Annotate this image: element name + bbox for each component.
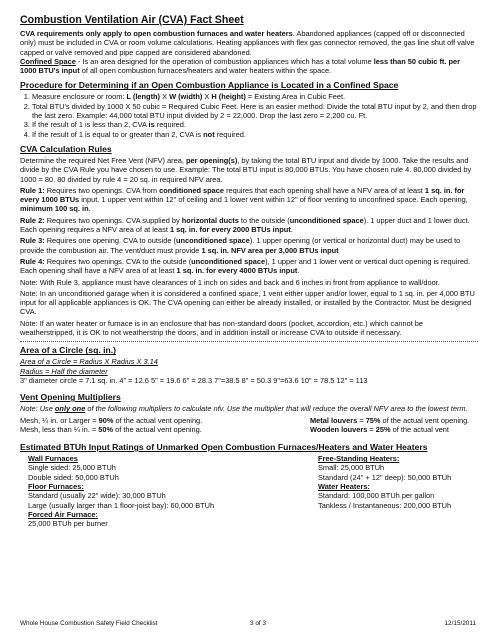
mesh-multipliers: Mesh, ¼ in. or Larger = 90% of the actual vent opening. Mesh, less than ¼ in. = 50% of the actual vent opening. <box>20 415 203 434</box>
footer-page-number: 3 of 3 <box>250 620 266 627</box>
circle-values: 3" diameter circle = 7.1 sq. in. 4" = 12.6 5" = 19.6 6" = 28.3 7"=38.5 8" = 50.3 9"=63.6 10" = 78.5 12" = 113 <box>20 375 368 385</box>
btuh-rating: Standard (usually 22" wide): 30,000 BTUh <box>28 491 166 501</box>
btuh-rating: Standard (24" + 12" deep): 50,000 BTUh <box>318 472 452 482</box>
procedure-step: 1. Measure enclosure or room: L (length) X W (width) X H (height) = Existing Area in Cubic Feet. <box>32 92 478 101</box>
procedure-list <box>20 92 478 138</box>
btuh-rating: Single sided: 25,000 BTUh <box>28 463 116 473</box>
rule-1: Rule 1: Requires two openings. CVA from conditioned space requires that each opening shall have a NFV area of at least 1 sq. in. for every 1000 BTUs input. 1 upper vent within 12" of ceiling and 1 lower vent within 12" of floor venting to unconfined space. Each opening, minimum 100 sq. in. <box>20 185 468 214</box>
circle-formula-area: Area of a Circle = Radius X Radius X 3.14 <box>20 357 158 367</box>
footer-date: 12/15/2011 <box>444 620 476 627</box>
cva-rules-intro: Determine the required Net Free Vent (NFV) area, per opening(s), by taking the total BTU input and divide by 1000. Take the results and divide by the CVA Rule you have chosen to use. Example: The total BTU input is 80,000 BTUs. You have chosen rule 4. 80,000 divided by 1000 = 80. 80 divided by rule 4 = 20 sq. in required NFV area. <box>20 155 472 184</box>
btuh-ratings <box>20 454 478 528</box>
btuh-rating: Tankless / Instantaneous: 200,000 BTUh <box>318 500 452 510</box>
page-footer <box>20 620 476 627</box>
vent-heading: Vent Opening Multipliers <box>20 392 121 403</box>
btuh-heading: Estimated BTUh Input Ratings of Unmarked Open Combustion Furnaces/Heaters and Water Heaters <box>20 442 428 453</box>
page-title: Combustion Ventilation Air (CVA) Fact Sheet <box>20 14 244 26</box>
vent-note: Note: Use only one of the following multipliers to calculate nfv. Use the multiplier that will reduce the overall NFV area to the lowest term. <box>20 404 468 414</box>
btuh-rating: Small: 25,000 BTUh <box>318 463 385 473</box>
procedure-heading: Procedure for Determining if an Open Combustion Appliance is Located in a Confined Space <box>20 80 399 91</box>
btuh-category: Water Heaters: <box>318 481 370 491</box>
cva-rules-heading: CVA Calculation Rules <box>20 143 112 154</box>
multipliers <box>20 416 478 435</box>
btuh-category: Forced Air Furnace: <box>28 509 98 519</box>
btuh-rating: Large (usually larger than 1 floor-joist bay): 60,000 BTUh <box>28 500 215 510</box>
btuh-category: Wall Furnaces <box>28 454 78 464</box>
procedure-step: 4. If the result of 1 is equal to or greater than 2, CVA is not required. <box>32 130 478 139</box>
note-enclosure: Note: If an water heater or furnace is in an enclosure that has non-standard doors (pocket, accordion, etc.) which cannot be weatherstripped, it is OK to not weatherstrip the doors, and in addition install or increase CVA to outside if necessary. <box>20 318 424 338</box>
btuh-left-column <box>20 454 318 528</box>
btuh-right-column <box>318 454 478 528</box>
rule-3: Rule 3: Requires one opening. CVA to outside (unconditioned space). 1 upper opening (or vertical or horizontal duct) may be used to provide the combustion air. The vent/duct must provide 1 sq. in. NFV area per 3,000 BTUs input <box>20 236 461 255</box>
procedure-step: 3. If the result of 1 is less than 2, CVA is required. <box>32 120 478 129</box>
divider <box>20 341 478 342</box>
btuh-rating: Standard: 100,000 BTUh per gallon <box>318 491 435 501</box>
btuh-category: Free-Standing Heaters: <box>318 454 400 464</box>
note-rule-3: Note: With Rule 3, appliance must have clearances of 1 inch on sides and back and 6 inches in front from appliance to wall/door. <box>20 277 440 287</box>
requirements-paragraph: CVA requirements only apply to open combustion furnaces and water heaters. Abandoned appliances (capped off or disconnected only) must be included in CVA or room volume calculations. Heating appliances with flex gas connector removed, the gas line shut off valve capped or valve removed and pipe capped are considered abandoned. <box>20 29 475 57</box>
rule-2: Rule 2: Requires two openings. CVA supplied by horizontal ducts to the outside (unconditioned space). 1 upper duct and 1 lower duct. Each opening requires a NFV area of at least 1 sq. in. for every 2000 BTUs input. <box>20 215 470 235</box>
rule-4: Rule 4: Requires two openings. CVA to the outside (unconditioned space), 1 upper and 1 lower vent or vertical duct opening is required. Each opening shall have a NFV area of at least 1 sq. in. for every 4000 BTUs input. <box>20 256 471 276</box>
fact-sheet-page <box>20 12 478 528</box>
btuh-rating: 25,000 BTUh per burner <box>28 519 108 529</box>
btuh-category: Floor Furnaces: <box>28 481 84 491</box>
louver-multipliers: Metal louvers = 75% of the actual vent opening. Wooden louvers = 25% of the actual vent <box>310 415 470 434</box>
circle-heading: Area of a Circle (sq. in.) <box>20 345 116 356</box>
note-garage: Note: In an unconditioned garage when it is considered a confined space, 1 vent either upper and/or lower, equal to 1 sq. in. per 4,000 BTU input for all applicable appliances is OK. The CVA opening can either be already installed, or installed by the Contractor. Must be designed CVA. <box>20 288 475 317</box>
btuh-rating: Double sided: 50,000 BTUh <box>28 472 119 482</box>
procedure-step: 2. Total BTU's divided by 1000 X 50 cubic = Required Cubic Feet. Here is an easier method: Divide the total BTU input by 2, and then drop the last zero. Example: 44,000 total BTU input divided by 2 = 22,000. Drop the last zero = 2,200 cu. Ft. <box>32 102 478 121</box>
circle-formula-radius: Radius = Half the diameter <box>20 366 108 376</box>
confined-space-definition: Confined Space - Is an area designed for the operation of combustion appliances which has a total volume less than 50 cubic ft. per 1000 BTU's input of all open combustion furnaces/heaters and water heaters within the space. <box>20 56 460 76</box>
footer-doc-title: Whole House Combustion Safety Field Checklist <box>20 620 158 627</box>
